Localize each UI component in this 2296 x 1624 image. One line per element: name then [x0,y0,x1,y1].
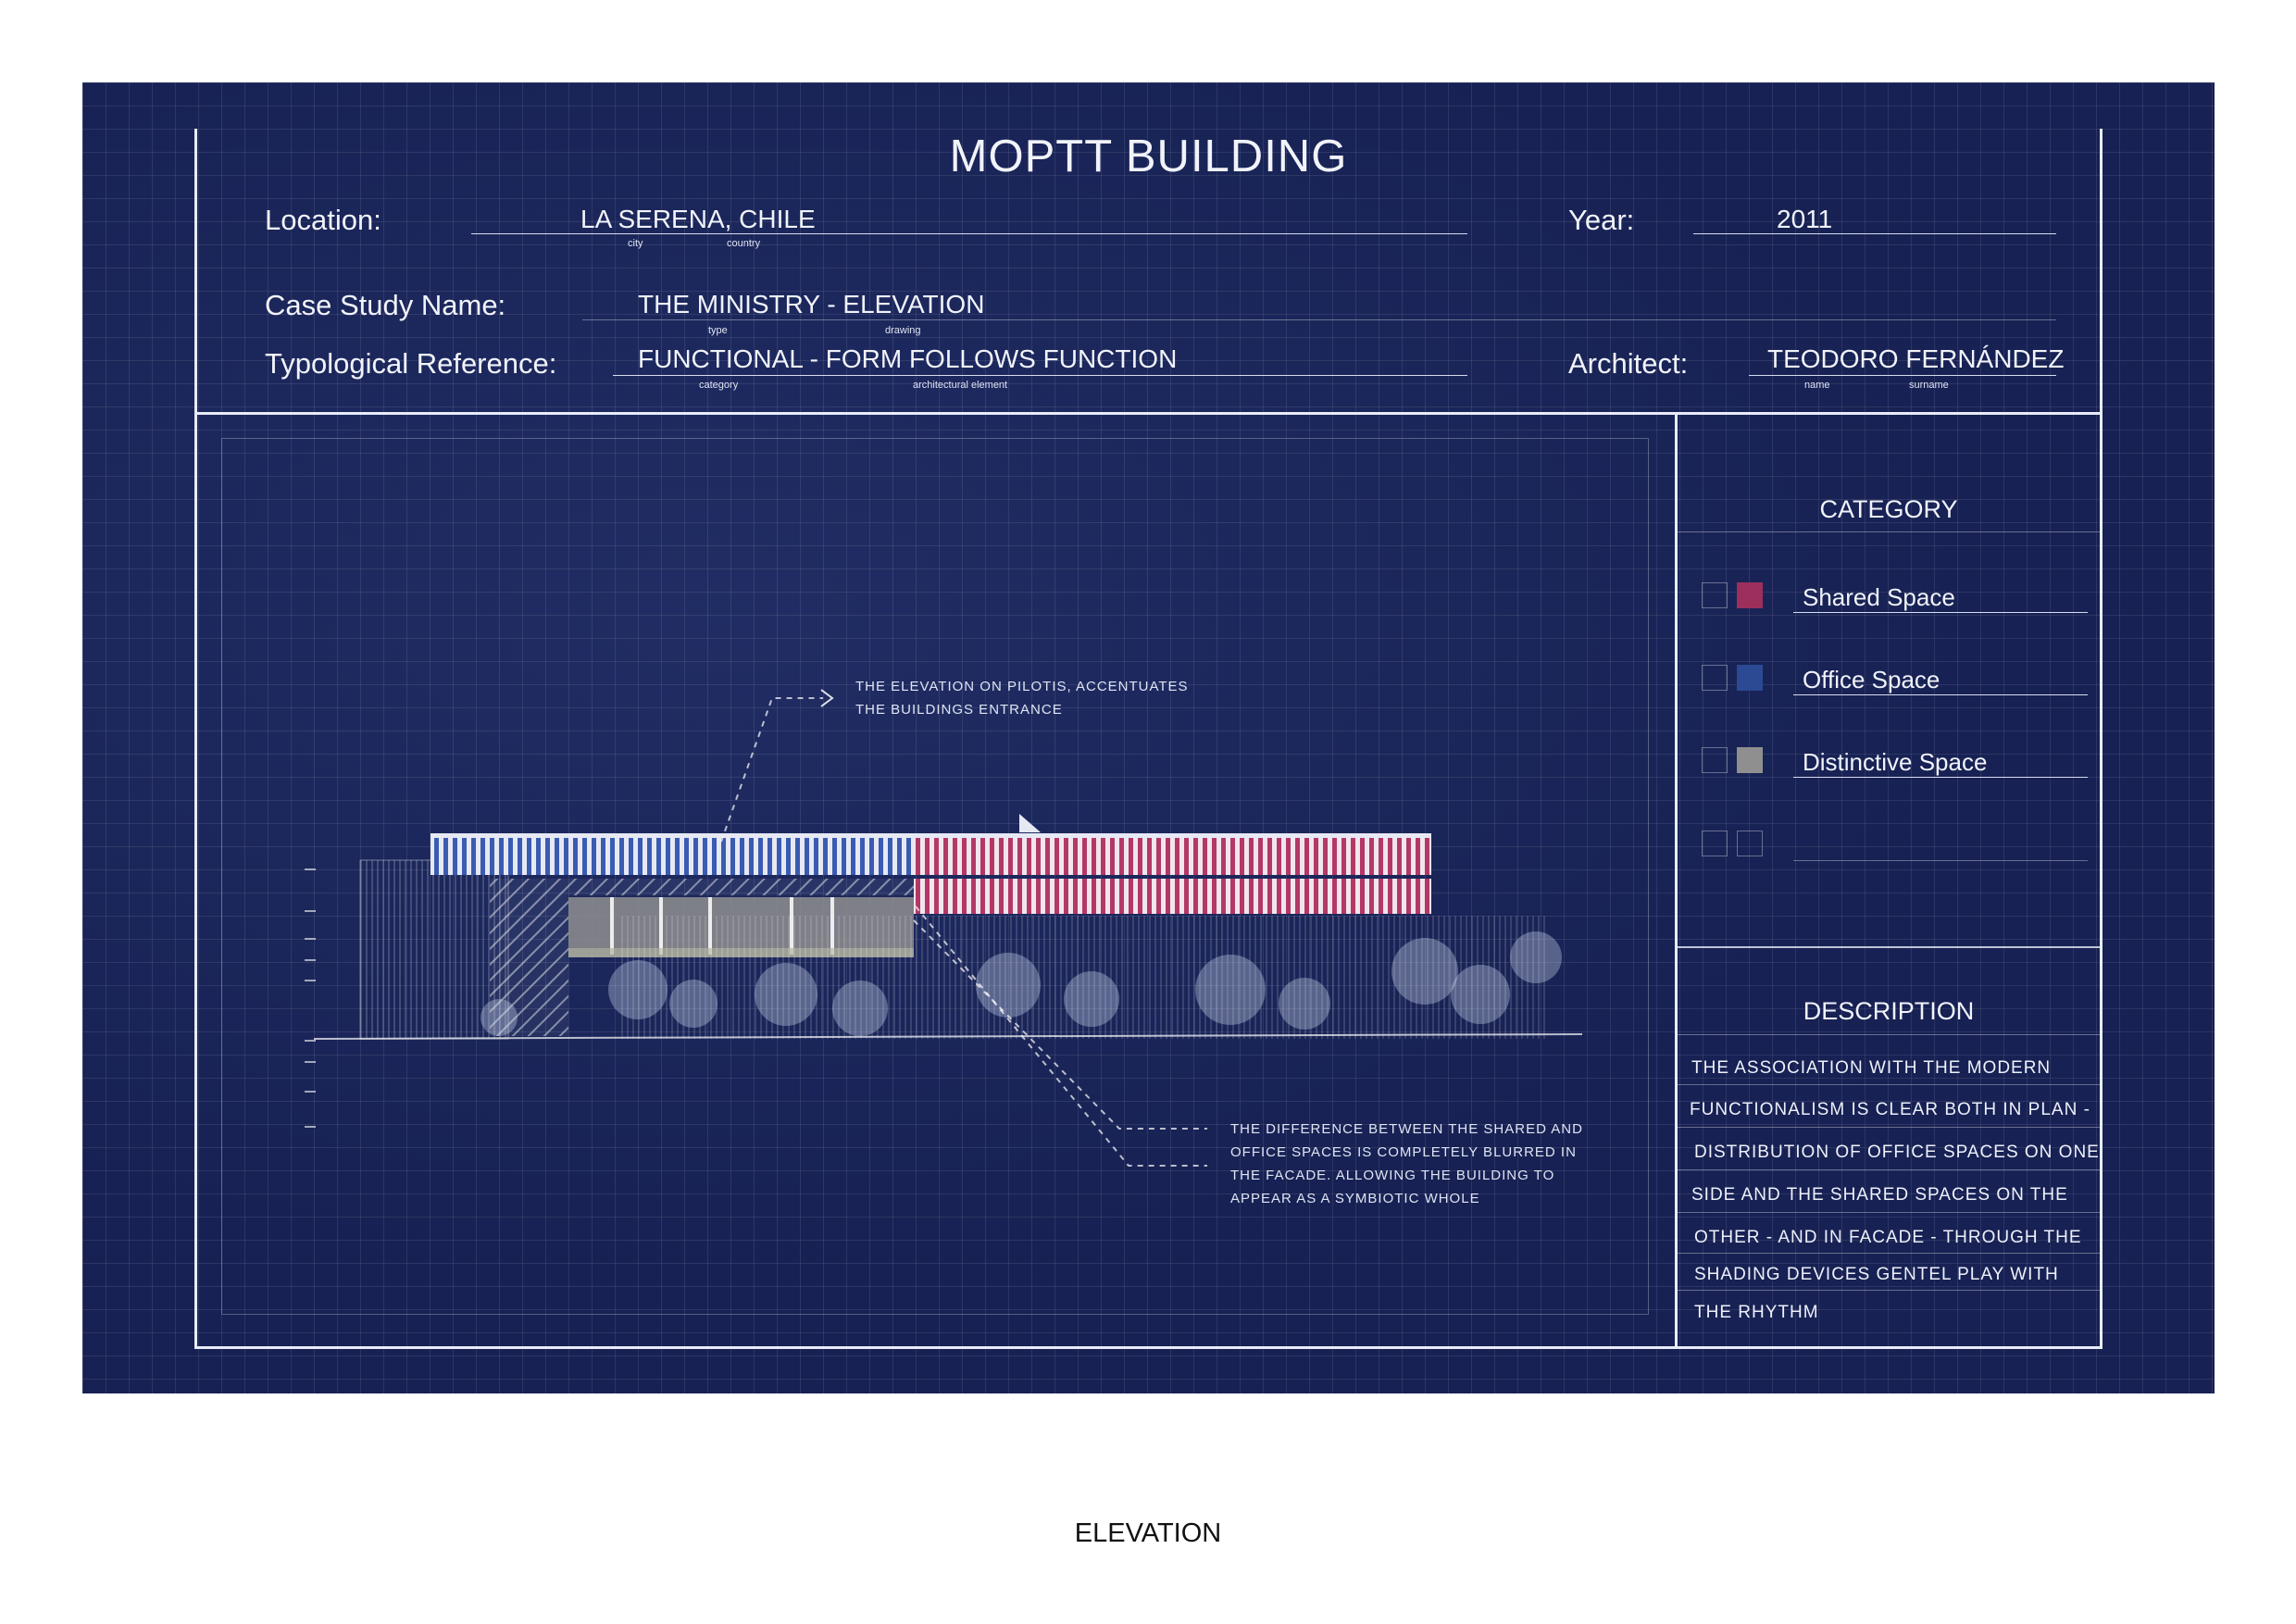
description-rule-4 [1678,1212,2100,1213]
empty-category-underline [1793,860,2088,861]
description-rule-2 [1678,1127,2100,1128]
description-line-1: THE ASSOCIATION WITH THE MODERN [1691,1058,2052,1078]
shared-fins-second [914,879,1431,914]
empty-category-outline-1 [1702,831,1728,856]
shared-space-outline [1702,582,1728,608]
shared-space-underline [1793,612,2088,613]
description-line-4: SIDE AND THE SHARED SPACES ON THE [1691,1185,2068,1205]
description-heading: DESCRIPTION [1803,997,1975,1025]
typological-value: FUNCTIONAL - FORM FOLLOWS FUNCTION [638,344,1178,373]
case-study-value: THE MINISTRY - ELEVATION [638,290,985,319]
description-line-3: DISTRIBUTION OF OFFICE SPACES ON ONE [1694,1143,2100,1162]
category-heading: CATEGORY [1819,495,1958,523]
distinctive-space-underline [1793,777,2088,778]
top-annotation-leader [721,698,823,842]
bottom-annotation-line-1: THE DIFFERENCE BETWEEN THE SHARED AND [1230,1121,1583,1137]
architect-value: TEODORO FERNÁNDEZ [1767,344,2065,373]
typo-sub-category: category [699,380,739,391]
description-heading-rule [1678,1034,2100,1035]
top-annotation [855,675,1189,721]
shared-fins-top [914,838,1431,875]
case-sub-drawing: drawing [885,325,921,336]
case-study-label: Case Study Name: [265,289,506,321]
description-rule-6 [1678,1290,2100,1291]
office-fins-top [430,838,914,875]
page-title: MOPTT BUILDING [949,131,1348,181]
distinctive-space-label: Distinctive Space [1803,748,1988,776]
category-heading-rule [1678,531,2100,532]
level-markers [305,869,316,1127]
description-line-2: FUNCTIONALISM IS CLEAR BOTH IN PLAN - [1690,1100,2090,1119]
location-sub-city: city [628,238,643,249]
office-space-swatch [1737,665,1763,691]
page-caption: ELEVATION [1074,1518,1222,1548]
location-label: Location: [265,204,381,236]
blueprint-sheet [82,82,2215,1393]
location-sub-country: country [727,238,761,249]
office-space-underline [1793,694,2088,695]
description-rule-1 [1678,1084,2100,1085]
hatched-band [568,879,914,895]
description-line-5: OTHER - AND IN FACADE - THROUGH THE [1694,1228,2082,1247]
year-label: Year: [1568,204,1635,236]
office-space-label: Office Space [1803,666,1940,693]
location-value: LA SERENA, CHILE [580,205,816,233]
shared-space-label: Shared Space [1803,583,1955,611]
bottom-annotation-line-2: OFFICE SPACES IS COMPLETELY BLURRED IN [1230,1144,1577,1160]
roof-triangle [1019,814,1041,832]
distinctive-space-swatch [1737,747,1763,773]
typo-sub-element: architectural element [913,380,1008,391]
architect-label: Architect: [1568,347,1689,380]
bottom-annotation-line-3: THE FACADE. ALLOWING THE BUILDING TO [1230,1168,1555,1183]
bottom-annotation-line-4: APPEAR AS A SYMBIOTIC WHOLE [1230,1191,1480,1206]
top-annotation-line-1: THE ELEVATION ON PILOTIS, ACCENTUATES [855,679,1189,694]
bottom-annotation [1230,1118,1583,1210]
typological-label: Typological Reference: [265,347,557,380]
shared-space-swatch [1737,582,1763,608]
architect-sub-surname: surname [1909,380,1949,391]
year-value: 2011 [1777,205,1833,233]
case-sub-type: type [708,325,728,336]
architect-sub-name: name [1804,380,1830,391]
top-annotation-line-2: THE BUILDINGS ENTRANCE [855,702,1063,718]
office-space-outline [1702,665,1728,691]
description-line-7: THE RHYTHM [1694,1303,1819,1322]
distinctive-space-outline [1702,747,1728,773]
roof-line [430,833,1431,838]
description-rule-5 [1678,1253,2100,1254]
description-line-6: SHADING DEVICES GENTEL PLAY WITH [1694,1265,2059,1284]
empty-category-outline-2 [1737,831,1763,856]
description-rule-3 [1678,1169,2100,1170]
